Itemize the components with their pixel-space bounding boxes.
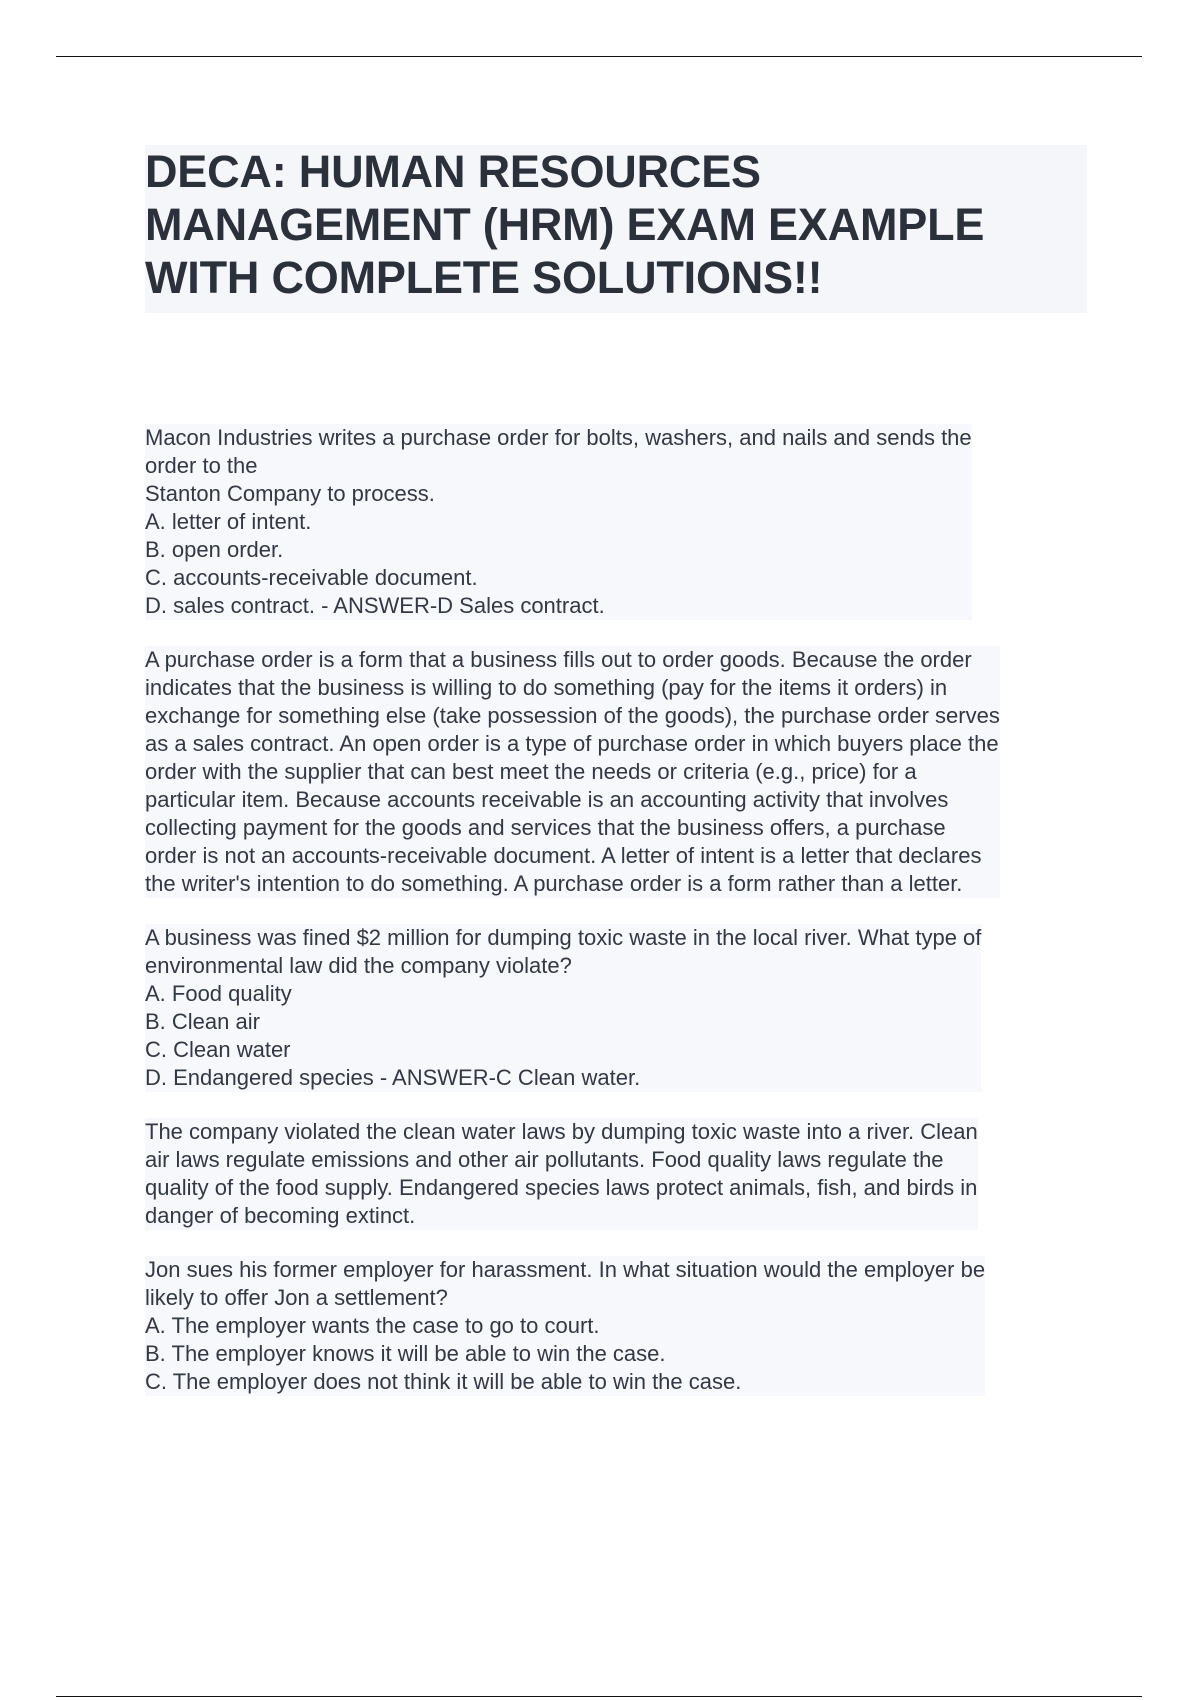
document-body bbox=[145, 424, 1085, 1396]
explanation-line: A purchase order is a form that a business fills out to order goods. Because the order bbox=[145, 647, 972, 672]
question-2 bbox=[145, 924, 981, 1092]
document-title bbox=[145, 145, 1087, 304]
explanation-line: collecting payment for the goods and services that the business offers, a purchase bbox=[145, 815, 946, 840]
explanation-line: The company violated the clean water laws by dumping toxic waste into a river. Clean bbox=[145, 1119, 978, 1144]
question-text: Macon Industries writes a purchase order for bolts, washers, and nails and sends the bbox=[145, 425, 972, 450]
title-line: WITH COMPLETE SOLUTIONS!! bbox=[145, 252, 823, 303]
question-text: likely to offer Jon a settlement? bbox=[145, 1285, 448, 1310]
answer-option-with-answer: D. sales contract. - ANSWER-D Sales contract. bbox=[145, 593, 605, 618]
question-text: Jon sues his former employer for harassment. In what situation would the employer be bbox=[145, 1257, 986, 1282]
answer-option: A. letter of intent. bbox=[145, 509, 312, 534]
footer-rule bbox=[56, 1696, 1142, 1697]
explanation-line: particular item. Because accounts receivable is an accounting activity that involves bbox=[145, 787, 949, 812]
document-title-box bbox=[145, 145, 1087, 313]
explanation-line: exchange for something else (take possession of the goods), the purchase order serves bbox=[145, 703, 1000, 728]
question-3 bbox=[145, 1256, 985, 1396]
answer-option-with-answer: D. Endangered species - ANSWER-C Clean water. bbox=[145, 1065, 641, 1090]
answer-option: C. The employer does not think it will be able to win the case. bbox=[145, 1369, 742, 1394]
explanation-line: order is not an accounts-receivable document. A letter of intent is a letter that declares bbox=[145, 843, 982, 868]
explanation-line: the writer's intention to do something. A purchase order is a form rather than a letter. bbox=[145, 871, 963, 896]
question-text: Stanton Company to process. bbox=[145, 481, 435, 506]
explanation-2 bbox=[145, 1118, 978, 1230]
question-text: environmental law did the company violate? bbox=[145, 953, 572, 978]
answer-option: B. The employer knows it will be able to win the case. bbox=[145, 1341, 666, 1366]
explanation-line: air laws regulate emissions and other air pollutants. Food quality laws regulate the bbox=[145, 1147, 944, 1172]
explanation-1 bbox=[145, 646, 1000, 898]
answer-option: B. open order. bbox=[145, 537, 284, 562]
question-1 bbox=[145, 424, 972, 620]
title-line: MANAGEMENT (HRM) EXAM EXAMPLE bbox=[145, 199, 985, 250]
title-line: DECA: HUMAN RESOURCES bbox=[145, 146, 761, 197]
answer-option: C. accounts-receivable document. bbox=[145, 565, 478, 590]
explanation-line: quality of the food supply. Endangered species laws protect animals, fish, and birds in bbox=[145, 1175, 978, 1200]
answer-option: B. Clean air bbox=[145, 1009, 260, 1034]
answer-option: C. Clean water bbox=[145, 1037, 291, 1062]
header-rule bbox=[56, 56, 1142, 57]
explanation-line: indicates that the business is willing to do something (pay for the items it orders) in bbox=[145, 675, 948, 700]
explanation-line: as a sales contract. An open order is a type of purchase order in which buyers place the bbox=[145, 731, 999, 756]
question-text: A business was fined $2 million for dumping toxic waste in the local river. What type of bbox=[145, 925, 982, 950]
answer-option: A. Food quality bbox=[145, 981, 292, 1006]
answer-option: A. The employer wants the case to go to court. bbox=[145, 1313, 600, 1338]
question-text: order to the bbox=[145, 453, 258, 478]
explanation-line: danger of becoming extinct. bbox=[145, 1203, 416, 1228]
explanation-line: order with the supplier that can best meet the needs or criteria (e.g., price) for a bbox=[145, 759, 917, 784]
